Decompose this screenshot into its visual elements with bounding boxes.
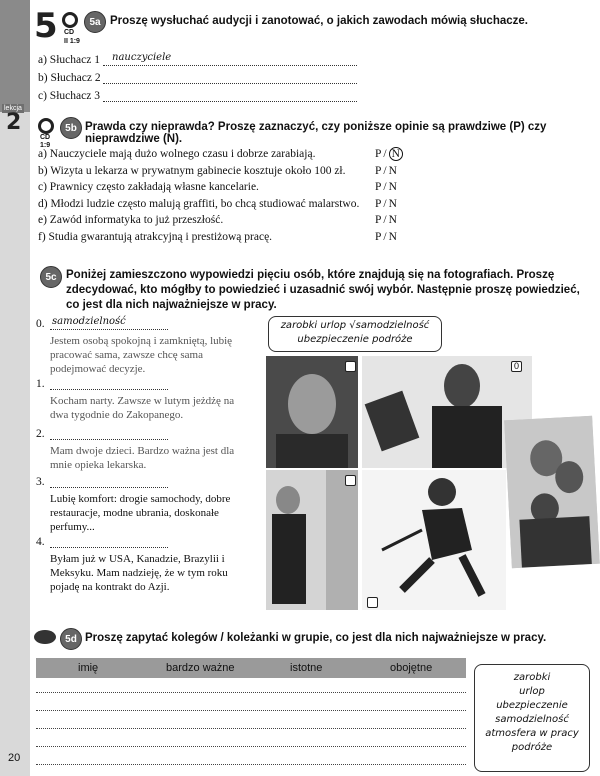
cd-label: CD: [64, 29, 75, 36]
choice-n[interactable]: N: [388, 181, 397, 193]
value-word: podróże: [511, 742, 553, 753]
true-false-choice[interactable]: [375, 148, 403, 160]
quote-text: Lubię komfort: drogie samochody, dobre restauracje, modne ubrania, doskonałe perfumy...: [50, 493, 231, 533]
handwritten-answer: samodzielność: [52, 316, 126, 327]
photo-checkbox[interactable]: [345, 475, 356, 486]
column-header: bardzo ważne: [166, 662, 235, 674]
quote-answer-line[interactable]: [50, 535, 168, 548]
exercise-instruction: Prawda czy nieprawda? Proszę zaznaczyć, czy poniższe opinie są prawdziwe (P) czy nieprawdziwe (N).: [85, 121, 547, 145]
quote-text: Byłam już w USA, Kanadzie, Brazylii i Meksyku. Mam nadzieję, że w tym roku pojadę na kontrakt do Azji.: [50, 553, 228, 593]
value-word: ubezpieczenie: [496, 700, 568, 711]
choice-p[interactable]: P: [375, 230, 382, 243]
photo-checkbox-marked[interactable]: 0: [511, 361, 522, 372]
true-false-choice[interactable]: [375, 165, 397, 177]
choice-n[interactable]: N: [388, 230, 397, 243]
cd-icon: [38, 118, 54, 134]
photo-checkbox[interactable]: [367, 597, 378, 608]
exercise-badge: 5c: [40, 266, 62, 288]
exercise-instruction: Poniżej zamieszczono wypowiedzi pięciu osób, które znajdują się na fotografiach. Proszę zdecydować, kto mógłby to powiedzieć i uzasadnić swój wybór. Następnie proszę powiedzieć, co jest dla nich najważniejsze w pracy.: [66, 269, 580, 311]
column-header: obojętne: [390, 662, 433, 674]
exercise-number: 2: [6, 110, 22, 135]
exercise-badge: 5d: [60, 628, 82, 650]
photo-man-smiling: [266, 356, 358, 468]
quote-text: Kocham narty. Zawsze w lutym jeżdżę na dwa tygodnie do Zakopanego.: [50, 395, 235, 421]
quote-number: 3.: [36, 476, 45, 488]
choice-p[interactable]: P: [375, 181, 382, 193]
choice-separator: /: [383, 181, 387, 193]
quote-answer-line[interactable]: [50, 475, 168, 488]
page-number: 20: [8, 752, 21, 764]
exercise-instruction: Proszę zapytać kolegów / koleżanki w grupie, co jest dla nich najważniejsze w pracy.: [85, 632, 547, 644]
word-box-line: ubezpieczenie podróże: [297, 334, 413, 345]
statement-text: a) Nauczyciele mają dużo wolnego czasu i dobrze zarabiają.: [38, 148, 316, 160]
choice-n[interactable]: N: [388, 214, 397, 226]
photo-man-smiling-drawing: [266, 356, 358, 468]
value-word: zarobki: [513, 672, 551, 683]
photo-checkbox[interactable]: [345, 361, 356, 372]
survey-row[interactable]: [36, 710, 466, 711]
quote-number: 0.: [36, 318, 45, 330]
cd-track: 1:9: [40, 142, 51, 149]
choice-separator: /: [383, 148, 387, 160]
statement-text: e) Zawód informatyka to już przeszłość.: [38, 214, 224, 226]
listener-label: a) Słuchacz 1: [38, 54, 100, 66]
choice-separator: /: [383, 164, 387, 177]
value-word: samodzielność: [495, 714, 569, 725]
quote-answer-line[interactable]: [50, 427, 168, 440]
column-header: imię: [78, 662, 99, 674]
choice-separator: /: [383, 230, 387, 243]
choice-separator: /: [383, 197, 387, 210]
survey-row[interactable]: [36, 764, 466, 765]
photo-businesswoman-drawing: [266, 470, 358, 610]
word-box: [268, 316, 442, 352]
survey-row[interactable]: [36, 692, 466, 693]
lesson-label: lekcja: [4, 105, 22, 112]
photo-skier: [362, 470, 506, 610]
statement-text: f) Studia gwarantują atrakcyjną i prestiżową pracę.: [38, 230, 273, 243]
statement-text: b) Wizyta u lekarza w prywatnym gabinecie kosztuje około 100 zł.: [38, 164, 346, 177]
word-box-line: zarobki urlop √samodzielność: [280, 320, 430, 331]
statement-text: d) Młodzi ludzie często malują graffiti, bo chcą studiować malarstwo.: [38, 197, 360, 210]
true-false-choice[interactable]: [375, 214, 397, 226]
cd-icon: [62, 12, 78, 28]
choice-separator: /: [383, 214, 387, 226]
cd-track: II 1:9: [64, 38, 80, 45]
true-false-choice[interactable]: [375, 231, 397, 243]
value-word: atmosfera w pracy: [485, 728, 579, 739]
choice-p[interactable]: P: [375, 148, 382, 160]
photo-family-drawing: [504, 416, 600, 568]
photo-skier-drawing: [362, 470, 506, 610]
true-false-choice[interactable]: [375, 198, 397, 210]
exercise-number: 5: [34, 6, 58, 46]
statement-text: c) Prawnicy często zakładają własne kancelarie.: [38, 181, 259, 193]
answer-line[interactable]: [103, 89, 357, 102]
photo-businesswoman: [266, 470, 358, 610]
quote-text: Mam dwoje dzieci. Bardzo ważna jest dla mnie opieka lekarska.: [50, 445, 235, 471]
exercise-badge: 5a: [84, 11, 106, 33]
value-word: urlop: [519, 686, 545, 697]
choice-p[interactable]: P: [375, 214, 382, 226]
true-false-choice[interactable]: [375, 181, 397, 193]
quote-answer-line[interactable]: [50, 377, 168, 390]
quote-number: 4.: [36, 536, 45, 548]
choice-n[interactable]: N: [388, 164, 397, 177]
quote-number: 2.: [36, 428, 45, 440]
speaking-icon: [34, 630, 56, 644]
choice-p[interactable]: P: [375, 197, 382, 210]
survey-row[interactable]: [36, 728, 466, 729]
answer-line[interactable]: [103, 71, 357, 84]
value-word-box: [474, 664, 590, 772]
quote-text: Jestem osobą spokojną i zamkniętą, lubię pracować sama, zawsze chcę sama podejmować decyzje.: [50, 335, 233, 375]
cd-label: CD: [40, 134, 51, 141]
photo-family: [504, 416, 600, 568]
quote-number: 1.: [36, 378, 45, 390]
listener-label: b) Słuchacz 2: [38, 72, 101, 84]
choice-n[interactable]: N: [388, 197, 397, 210]
choice-p[interactable]: P: [375, 164, 382, 177]
exercise-badge: 5b: [60, 117, 82, 139]
handwritten-answer: nauczyciele: [112, 52, 172, 63]
choice-n[interactable]: N: [389, 147, 403, 161]
exercise-instruction: Proszę wysłuchać audycji i zanotować, o jakich zawodach mówią słuchacze.: [110, 15, 528, 27]
survey-row[interactable]: [36, 746, 466, 747]
column-header: istotne: [290, 662, 323, 674]
side-strip-dark: [0, 0, 30, 112]
listener-label: c) Słuchacz 3: [38, 90, 100, 102]
